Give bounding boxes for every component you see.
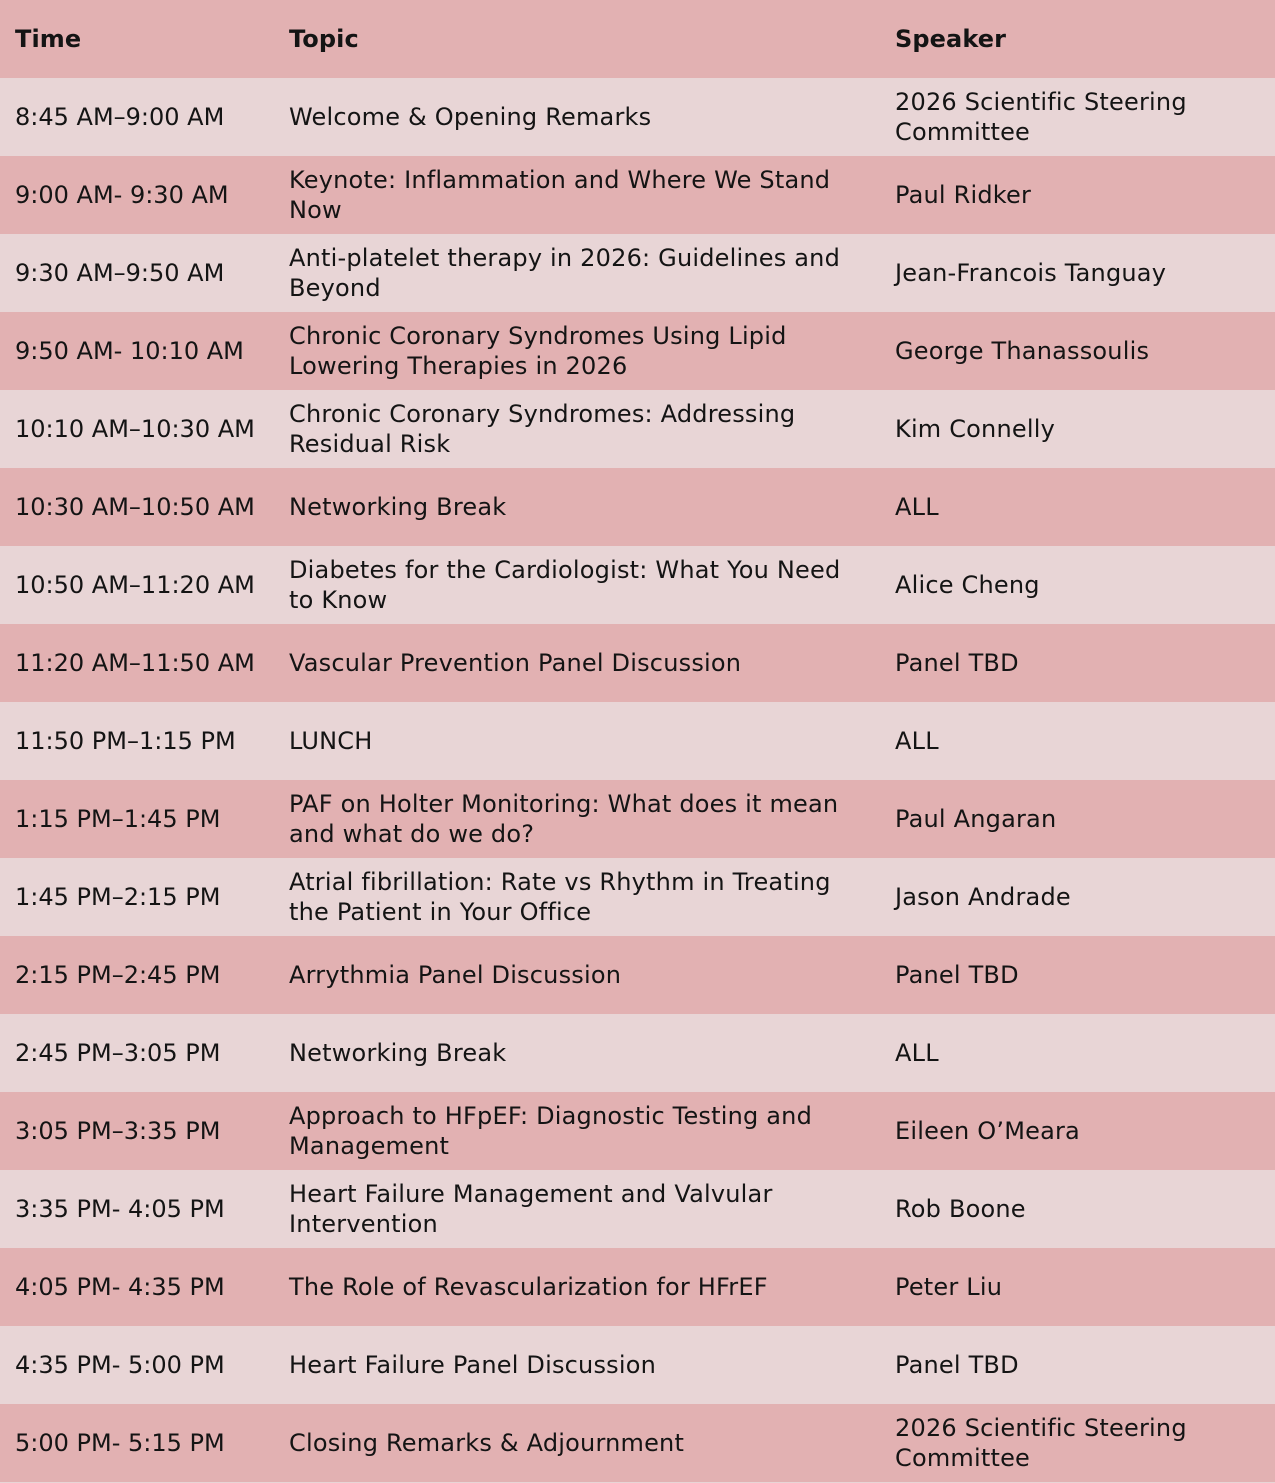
table-row (0, 468, 1275, 546)
row-speaker: ALL (895, 727, 939, 755)
table-row (0, 780, 1275, 858)
row-topic: LUNCH (289, 727, 373, 755)
row-speaker: Panel TBD (895, 1351, 1019, 1379)
row-time: 1:15 PM–1:45 PM (15, 805, 221, 833)
header-row (0, 0, 1275, 78)
table-row (0, 78, 1275, 156)
table-row (0, 1404, 1275, 1482)
row-time: 4:05 PM- 4:35 PM (15, 1273, 225, 1301)
row-topic: Welcome & Opening Remarks (289, 103, 652, 131)
row-speaker: Paul Ridker (895, 181, 1032, 209)
row-time: 3:05 PM–3:35 PM (15, 1117, 221, 1145)
row-topic: Heart Failure Management and Valvular Intervention (289, 1180, 773, 1238)
row-speaker: Panel TBD (895, 649, 1019, 677)
row-time: 1:45 PM–2:15 PM (15, 883, 221, 911)
row-time: 10:30 AM–10:50 AM (15, 493, 255, 521)
row-topic: Arrythmia Panel Discussion (289, 961, 622, 989)
table-row (0, 1248, 1275, 1326)
row-speaker: George Thanassoulis (895, 337, 1150, 365)
row-topic: Closing Remarks & Adjournment (289, 1429, 685, 1457)
agenda-body (0, 78, 1275, 1482)
row-speaker: Eileen O’Meara (895, 1117, 1080, 1145)
row-speaker: Jason Andrade (895, 883, 1071, 911)
table-row (0, 936, 1275, 1014)
row-speaker: ALL (895, 493, 939, 521)
row-time: 2:45 PM–3:05 PM (15, 1039, 221, 1067)
column-header-speaker: Speaker (895, 25, 1007, 53)
row-topic: Atrial fibrillation: Rate vs Rhythm in Treating the Patient in Your Office (289, 868, 831, 926)
table-row (0, 156, 1275, 234)
agenda-header (0, 0, 1275, 78)
row-speaker: ALL (895, 1039, 939, 1067)
table-row (0, 702, 1275, 780)
row-speaker: 2026 Scientific Steering Committee (895, 1414, 1187, 1472)
table-row (0, 234, 1275, 312)
row-topic: The Role of Revascularization for HFrEF (289, 1273, 768, 1301)
row-time: 11:20 AM–11:50 AM (15, 649, 255, 677)
row-topic: Networking Break (289, 493, 507, 521)
row-speaker: Paul Angaran (895, 805, 1057, 833)
table-row (0, 390, 1275, 468)
row-speaker: Kim Connelly (895, 415, 1055, 443)
row-speaker: Jean-Francois Tanguay (895, 259, 1167, 287)
row-speaker: Rob Boone (895, 1195, 1026, 1223)
table-row (0, 624, 1275, 702)
row-time: 9:50 AM- 10:10 AM (15, 337, 244, 365)
row-speaker: Panel TBD (895, 961, 1019, 989)
row-time: 9:00 AM- 9:30 AM (15, 181, 229, 209)
table-row (0, 312, 1275, 390)
row-topic: Chronic Coronary Syndromes Using Lipid Lowering Therapies in 2026 (289, 322, 787, 380)
row-time: 9:30 AM–9:50 AM (15, 259, 225, 287)
row-topic: Diabetes for the Cardiologist: What You Need to Know (289, 556, 841, 614)
column-header-topic: Topic (289, 25, 359, 53)
row-topic: Networking Break (289, 1039, 507, 1067)
row-time: 8:45 AM–9:00 AM (15, 103, 225, 131)
row-speaker: Peter Liu (895, 1273, 1003, 1301)
row-time: 4:35 PM- 5:00 PM (15, 1351, 225, 1379)
row-time: 10:10 AM–10:30 AM (15, 415, 255, 443)
row-time: 10:50 AM–11:20 AM (15, 571, 255, 599)
column-header-time: Time (15, 25, 82, 53)
table-row (0, 1092, 1275, 1170)
table-row (0, 1170, 1275, 1248)
row-topic: Approach to HFpEF: Diagnostic Testing and Management (289, 1102, 813, 1160)
row-topic: Heart Failure Panel Discussion (289, 1351, 657, 1379)
row-speaker: Alice Cheng (895, 571, 1040, 599)
row-speaker: 2026 Scientific Steering Committee (895, 88, 1187, 146)
row-topic: Anti-platelet therapy in 2026: Guidelines and Beyond (289, 244, 841, 302)
row-time: 3:35 PM- 4:05 PM (15, 1195, 225, 1223)
row-topic: Keynote: Inflammation and Where We Stand Now (289, 166, 831, 224)
table-row (0, 546, 1275, 624)
row-topic: Vascular Prevention Panel Discussion (289, 649, 742, 677)
table-row (0, 1326, 1275, 1404)
table-row (0, 1014, 1275, 1092)
row-time: 2:15 PM–2:45 PM (15, 961, 221, 989)
row-time: 5:00 PM- 5:15 PM (15, 1429, 225, 1457)
row-topic: PAF on Holter Monitoring: What does it mean and what do we do? (289, 790, 839, 848)
table-row (0, 858, 1275, 936)
row-time: 11:50 PM–1:15 PM (15, 727, 236, 755)
row-topic: Chronic Coronary Syndromes: Addressing Residual Risk (289, 400, 796, 458)
